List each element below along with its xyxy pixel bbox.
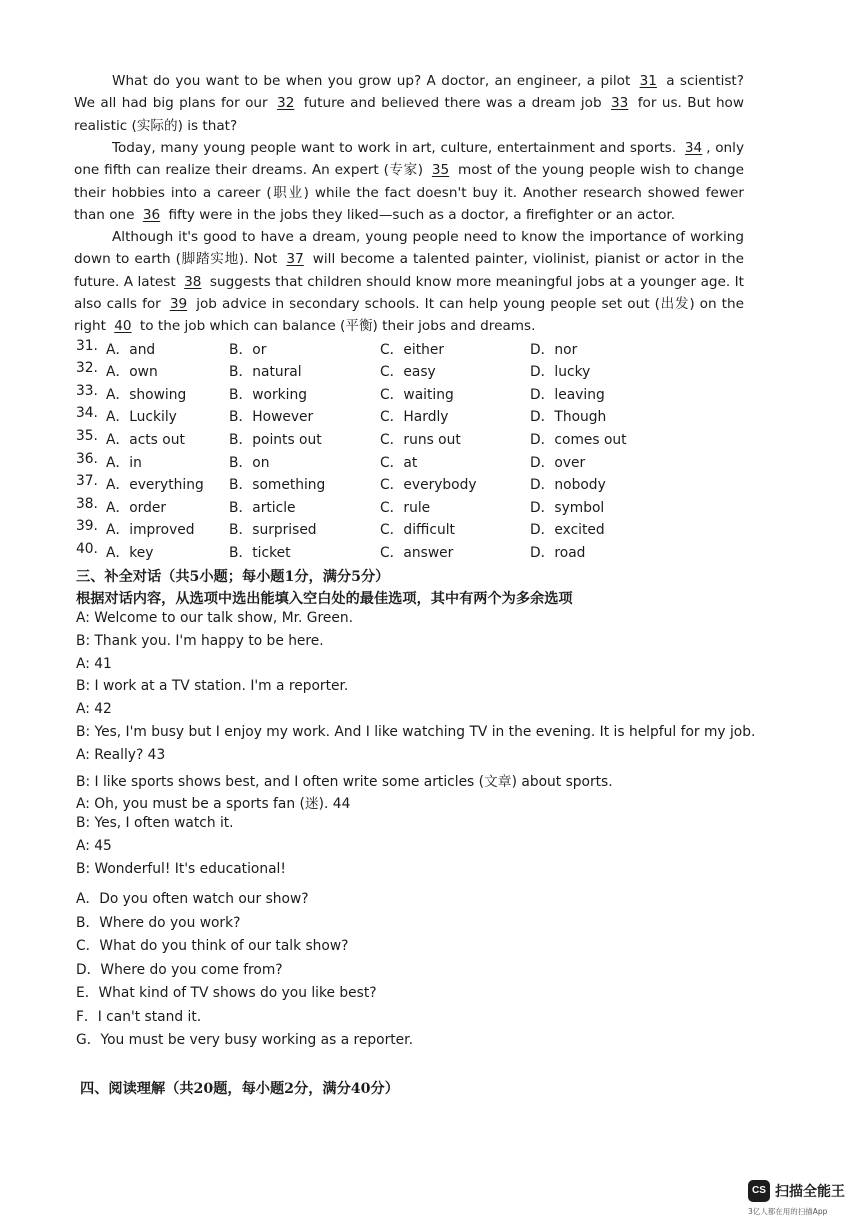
option-d: D．excited: [530, 522, 605, 538]
question-number: 39.: [76, 518, 98, 534]
option-c: C．waiting: [380, 387, 454, 403]
dialogue-line: A: Oh, you must be a sports fan (迷). 44: [76, 796, 351, 813]
scanner-watermark: [748, 1178, 856, 1224]
option-d: D．nor: [530, 342, 578, 358]
option-d: D．road: [530, 545, 586, 561]
question-number: 31.: [76, 338, 98, 354]
dialogue-line: B: Yes, I'm busy but I enjoy my work. And I like watching TV in the evening. It is helpful for my job.: [76, 724, 756, 740]
option-row-31: [74, 338, 754, 360]
passage-text: will become a talented painter, violinist, pianist or actor in the future. A latest: [74, 251, 744, 290]
dialogue-line: A: Welcome to our talk show, Mr. Green.: [76, 610, 353, 626]
option-c: C．everybody: [380, 477, 477, 493]
option-row-36: [74, 451, 754, 473]
option-a: A．order: [106, 500, 167, 516]
option-row-39: [74, 518, 754, 540]
option-d: D．Though: [530, 409, 607, 425]
blank-38: 38: [184, 273, 202, 290]
blank-33: 33: [611, 95, 629, 112]
question-number: 33.: [76, 383, 98, 399]
section3-instruction: 根据对话内容，从选项中选出能填入空白处的最佳选项，其中有两个为多余选项: [76, 591, 573, 607]
passage-text: for us. But how realistic (实际的) is that?: [74, 95, 744, 134]
option-row-40: [74, 541, 754, 563]
scanner-tagline: 3亿人都在用的扫描App: [748, 1207, 828, 1216]
option-row-34: [74, 405, 754, 427]
option-b: B．surprised: [229, 522, 317, 538]
question-number: 35.: [76, 428, 98, 444]
option-b: B．working: [229, 387, 307, 403]
question-number: 34.: [76, 405, 98, 421]
passage-text: suggests that children should know more meaningful jobs at a younger age. It also calls for: [74, 273, 744, 312]
option-d: D．comes out: [530, 432, 627, 448]
option-b: B．However: [229, 409, 314, 425]
choice-item: G．You must be very busy working as a reporter.: [76, 1032, 413, 1048]
section4-title: 四、阅读理解（共20题，每小题2分，满分40分）: [80, 1081, 399, 1097]
option-a: A．Luckily: [106, 409, 177, 425]
question-number: 40.: [76, 541, 98, 557]
option-a: A．acts out: [106, 432, 185, 448]
section3-title: 三、补全对话（共5小题；每小题1分，满分5分）: [76, 569, 390, 585]
dialogue-line: A: 42: [76, 701, 112, 718]
scanner-app-name: 扫描全能王: [775, 1184, 845, 1200]
dialogue-line: A: Really? 43: [76, 746, 166, 763]
passage-text: What do you want to be when you grow up? A doctor, an engineer, a pilot: [112, 73, 636, 89]
option-d: D．lucky: [530, 364, 591, 380]
passage-paragraph-1: [74, 70, 744, 137]
option-c: C．difficult: [380, 522, 455, 538]
dialogue-line: B: Wonderful! It's educational!: [76, 860, 286, 877]
option-a: A．in: [106, 455, 142, 471]
passage-text: Today, many young people want to work in art, culture, entertainment and sports.: [112, 140, 681, 156]
option-c: C．at: [380, 455, 418, 471]
option-b: B．or: [229, 342, 267, 358]
choice-item: B．Where do you work?: [76, 914, 241, 931]
dialogue-line: B: Thank you. I'm happy to be here.: [76, 632, 324, 649]
option-d: D．nobody: [530, 477, 606, 493]
option-a: A．showing: [106, 387, 187, 403]
choice-item: E．What kind of TV shows do you like best?: [76, 985, 377, 1001]
passage-text: , only one fifth can realize their dreams. An expert (专家): [74, 140, 744, 179]
option-a: A．everything: [106, 477, 204, 493]
option-row-37: [74, 473, 754, 495]
option-b: B．ticket: [229, 545, 291, 561]
dialogue-line: B: Yes, I often watch it.: [76, 815, 234, 832]
passage-paragraph-2: [74, 137, 744, 226]
passage-text: fifty were in the jobs they liked—such as a doctor, a firefighter or an actor.: [164, 206, 676, 223]
question-number: 37.: [76, 473, 98, 489]
dialogue-line: B: I work at a TV station. I'm a reporter.: [76, 678, 349, 695]
option-row-32: [74, 360, 754, 382]
blank-34: 34: [684, 140, 703, 156]
choice-item: F．I can't stand it.: [76, 1008, 202, 1025]
blank-37: 37: [286, 251, 304, 268]
question-number: 38.: [76, 496, 98, 512]
option-c: C．answer: [380, 545, 454, 561]
dialogue-line: B: I like sports shows best, and I often write some articles (文章) about sports.: [76, 773, 613, 790]
option-c: C．runs out: [380, 432, 461, 448]
blank-39: 39: [169, 295, 188, 312]
scanner-logo-icon: CS: [748, 1180, 770, 1202]
question-number: 32.: [76, 360, 98, 376]
passage-text: job advice in secondary schools. It can help young people set out (出发) on the right: [74, 295, 744, 335]
option-b: B．article: [229, 500, 296, 516]
passage-text: most of the young people wish to change their hobbies into a career (职业) while the fact doesn't buy it. Another research showed fewer than one: [74, 162, 744, 223]
option-a: A．own: [106, 364, 158, 380]
blank-32: 32: [277, 95, 295, 112]
passage-text: Although it's good to have a dream, young people need to know the importance of working down to earth (脚踏实地). Not: [74, 229, 744, 268]
option-row-35: [74, 428, 754, 450]
blank-36: 36: [142, 206, 161, 223]
option-d: D．leaving: [530, 387, 605, 403]
question-number: 36.: [76, 451, 98, 467]
passage-text: to the job which can balance (平衡) their jobs and dreams.: [135, 318, 536, 335]
option-b: B．points out: [229, 432, 322, 448]
option-b: B．natural: [229, 364, 302, 380]
option-c: C．either: [380, 342, 445, 358]
dialogue-line: A: 41: [76, 655, 112, 672]
option-c: C．easy: [380, 364, 436, 380]
option-d: D．over: [530, 455, 586, 471]
option-d: D．symbol: [530, 500, 605, 516]
choice-item: D．Where do you come from?: [76, 961, 283, 978]
blank-40: 40: [114, 318, 132, 335]
passage-text: a scientist? We all had big plans for our: [74, 73, 744, 112]
option-b: B．on: [229, 455, 270, 471]
option-b: B．something: [229, 477, 326, 493]
passage-text: future and believed there was a dream job: [298, 95, 607, 112]
option-row-33: [74, 383, 754, 405]
option-a: A．improved: [106, 522, 195, 538]
choice-item: C．What do you think of our talk show?: [76, 938, 349, 954]
option-c: C．Hardly: [380, 409, 449, 425]
blank-31: 31: [639, 73, 657, 89]
passage-paragraph-3: [74, 226, 744, 337]
option-a: A．key: [106, 545, 154, 561]
dialogue-line: A: 45: [76, 838, 112, 854]
blank-35: 35: [431, 162, 450, 179]
choice-item: A．Do you often watch our show?: [76, 891, 309, 907]
option-row-38: [74, 496, 754, 518]
option-a: A．and: [106, 342, 156, 358]
option-c: C．rule: [380, 500, 431, 516]
